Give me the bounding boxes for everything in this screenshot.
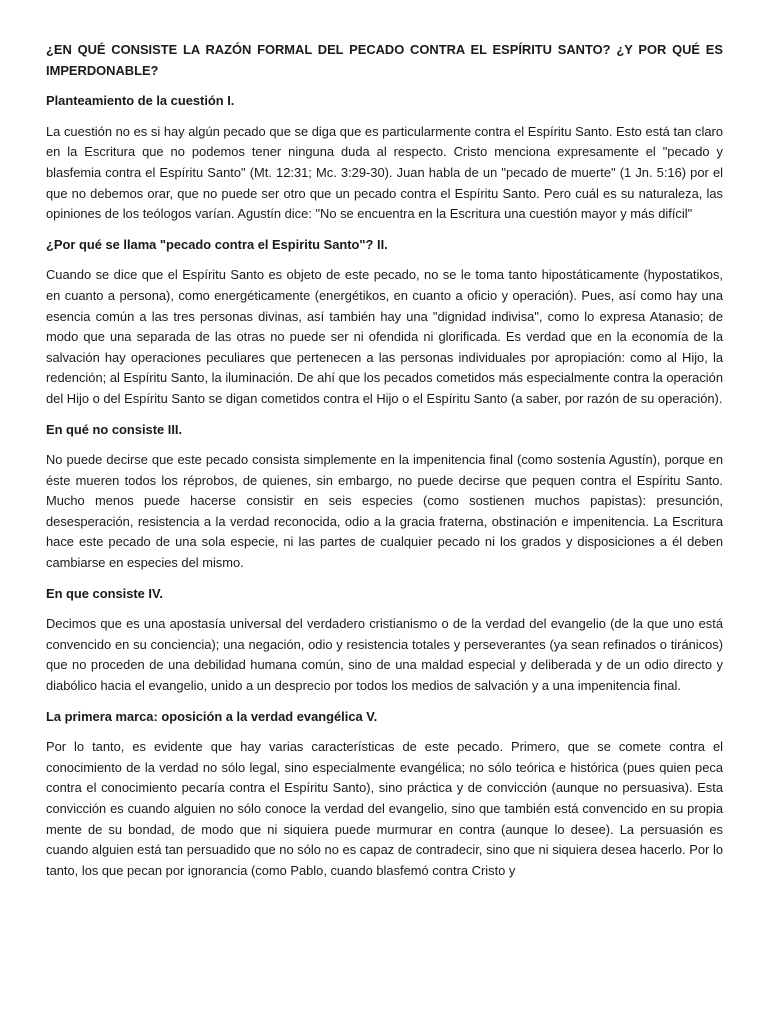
section-5 <box>46 707 723 882</box>
section-2 <box>46 235 723 410</box>
section-paragraph: Cuando se dice que el Espíritu Santo es objeto de este pecado, no se le toma tanto hipostáticamente (hypostatikos, en cuanto a persona), como energéticamente (energétikos, en cuanto a oficio y operación). Pues, así como hay una esencia común a las tres personas divinas, así también hay una "dignidad indivisa", como lo expresa Atanasio; de modo que una separada de las otras no puede ser ni ofendida ni glorificada. Es verdad que en la economía de la salvación hay operaciones peculiares que pertenecen a las personas individuales por apropiación: como al Hijo, la redención; al Espíritu Santo, la iluminación. De ahí que los pecados cometidos más especialmente contra la operación del Hijo o del Espíritu Santo se digan cometidos contra el Hijo o el Espíritu Santo (a saber, por razón de su operación). <box>46 267 723 406</box>
section-paragraph: No puede decirse que este pecado consista simplemente en la impenitencia final (como sostenía Agustín), porque en éste mueren todos los réprobos, de quienes, sin embargo, no puede decirse que pequen contra el Espíritu Santo. Mucho menos puede hacerse consistir en seis especies (como sostienen muchos papistas): presunción, desesperación, resistencia a la verdad reconocida, odio a la gracia fraterna, obstinación e impenitencia. La Escritura hace este pecado de una sola especie, ni las partes de cualquier pecado ni los grados y disposiciones a él deben cambiarse en especies del mismo. <box>46 452 723 571</box>
section-3 <box>46 420 723 574</box>
section-paragraph: Por lo tanto, es evidente que hay varias características de este pecado. Primero, que se comete contra el conocimiento de la verdad no sólo legal, sino especialmente evangélica; no sólo teórica e histórica (pues quien peca contra el conocimiento pecaría contra el Espíritu Santo), sino práctica y de convicción (aunque no persuasiva). Esta convicción es cuando alguien no sólo conoce la verdad del evangelio, sino que también está convencido en su propia mente de su bondad, de modo que ni siquiera puede murmurar en contra (aunque lo desee). La persuasión es cuando alguien está tan persuadido que no sólo no es capaz de contradecir, sino que ni siquiera desea hacerlo. Por lo tanto, los que pecan por ignorancia (como Pablo, cuando blasfemó contra Cristo y <box>46 739 723 878</box>
section-heading: En qué no consiste III. <box>46 421 183 437</box>
document-page <box>46 40 723 891</box>
section-paragraph: La cuestión no es si hay algún pecado que se diga que es particularmente contra el Espíritu Santo. Esto está tan claro en la Escritura que no podemos tener ninguna duda al respecto. Cristo menciona expresamente el "pecado y blasfemia contra el Espíritu Santo" (Mt. 12:31; Mc. 3:29-30). Juan habla de un "pecado de muerte" (1 Jn. 5:16) por el que no debemos orar, que no puede ser otro que un pecado contra el Espíritu Santo. Pero cuál es su naturaleza, las opiniones de los teólogos varían. Agustín dice: "No se encuentra en la Escritura una cuestión mayor y más difícil" <box>46 123 723 222</box>
section-1 <box>46 91 723 225</box>
document-title: ¿EN QUÉ CONSISTE LA RAZÓN FORMAL DEL PECADO CONTRA EL ESPÍRITU SANTO? ¿Y POR QUÉ ES IMPERDONABLE? <box>46 42 723 78</box>
section-heading: En que consiste IV. <box>46 585 164 601</box>
section-heading: ¿Por qué se llama "pecado contra el Espiritu Santo"? II. <box>46 236 388 252</box>
section-paragraph: Decimos que es una apostasía universal del verdadero cristianismo o de la verdad del evangelio (de la que uno está convencido en su conciencia); una negación, odio y resistencia totales y perseverantes (ya sean refinados o tiránicos) que no proceden de una debilidad humana común, sino de una maldad especial y deliberada y de un odio directo y diabólico hacia el evangelio, unido a un desprecio por todos los medios de salvación y a una impenitencia final. <box>46 616 723 694</box>
section-heading: Planteamiento de la cuestión I. <box>46 93 235 109</box>
section-heading: La primera marca: oposición a la verdad evangélica V. <box>46 708 378 724</box>
section-4 <box>46 584 723 697</box>
